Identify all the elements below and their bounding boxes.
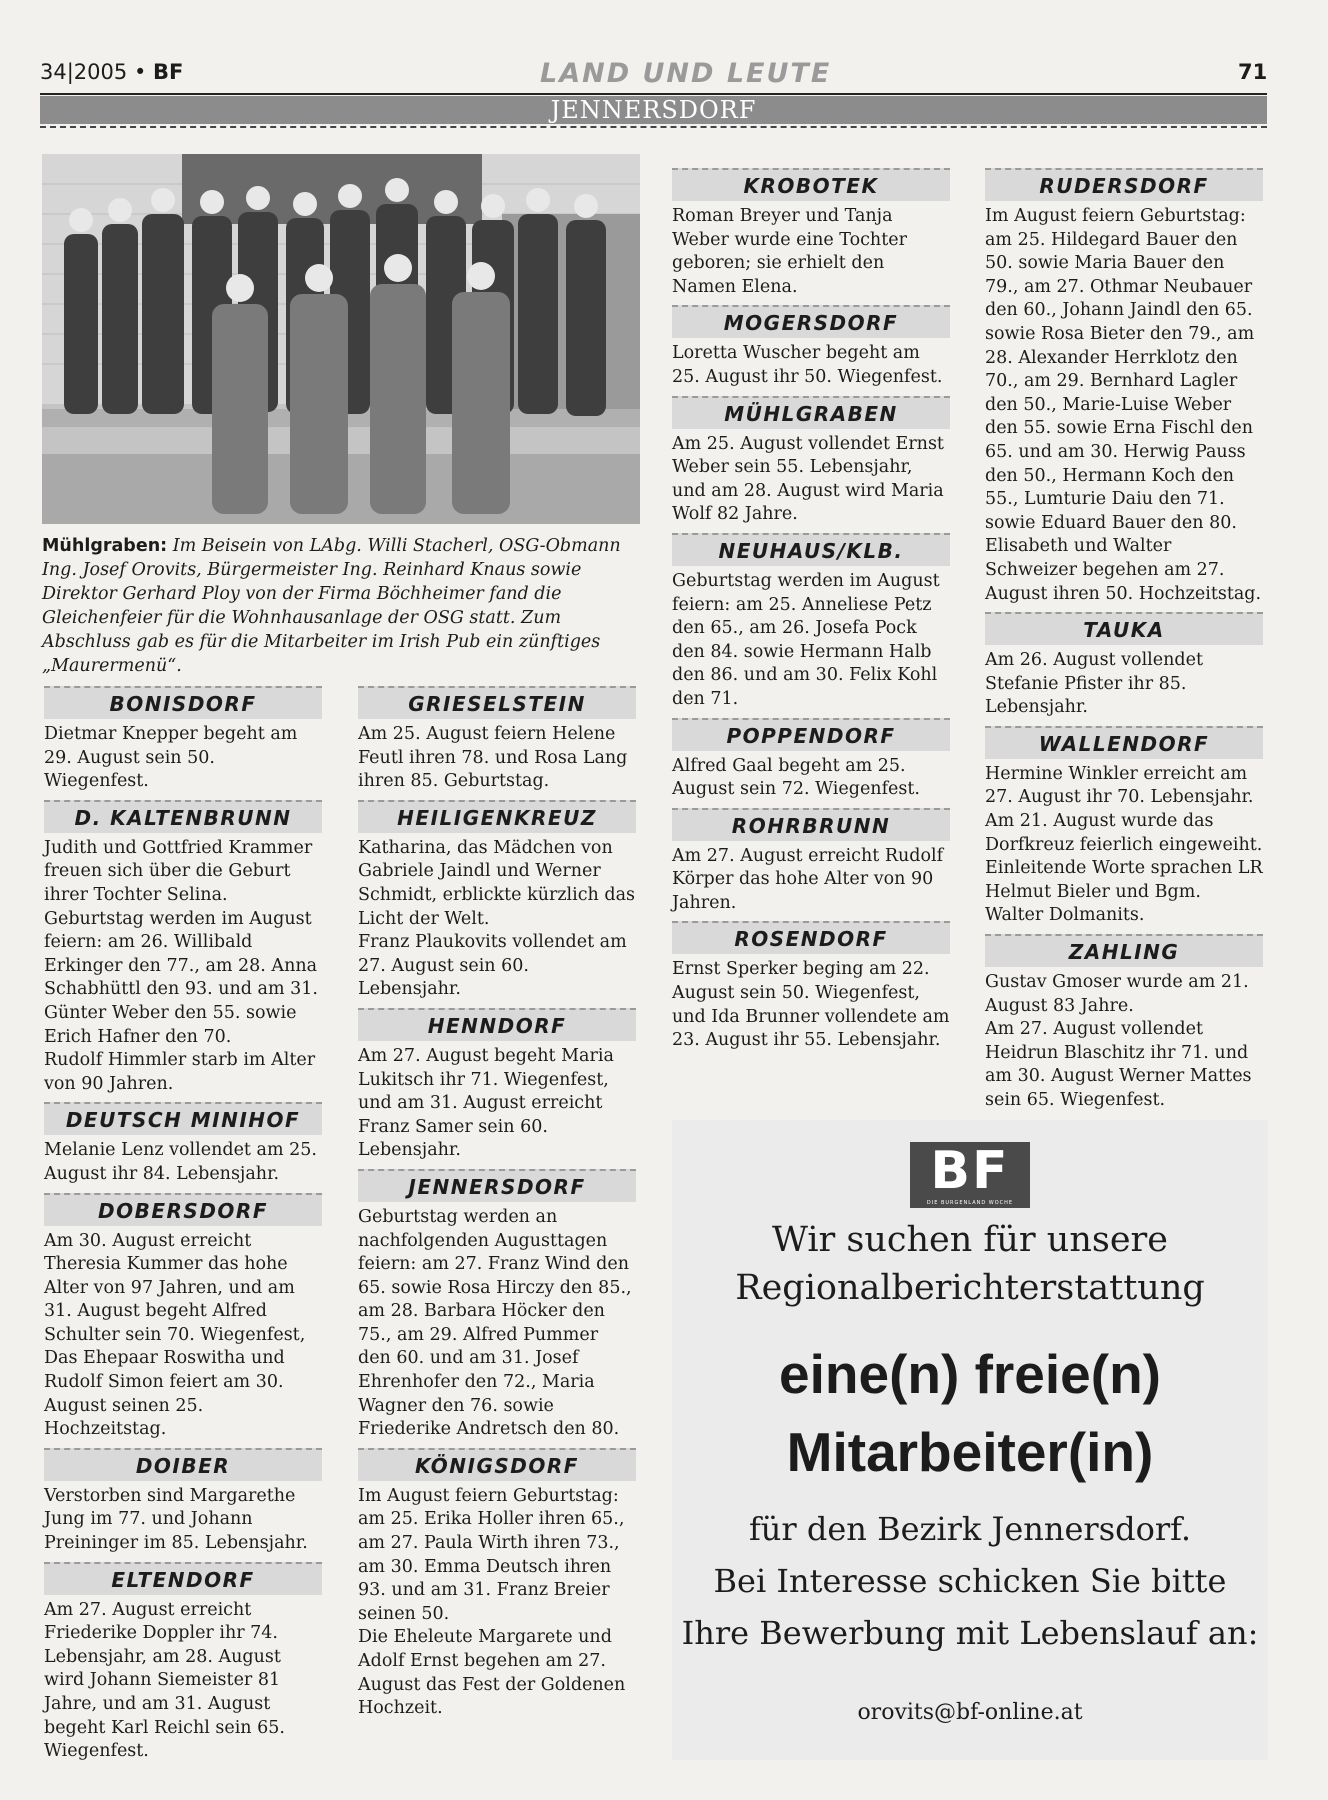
section-text: Das Ehepaar Roswitha und Rudolf Simon feiert am 30. August seinen 25. Hochzeitstag. xyxy=(44,1348,285,1440)
group-photo xyxy=(42,154,640,524)
news-section xyxy=(985,168,1263,606)
section-text: Am 27. August erreicht Rudolf Körper das hohe Alter von 90 Jahren. xyxy=(672,845,944,913)
section-text: Judith und Gottfried Krammer freuen sich über die Geburt ihrer Tochter Selina. xyxy=(44,837,313,905)
news-section xyxy=(44,1102,322,1186)
section-text: Verstorben sind Margarethe Jung im 77. und Johann Preininger im 85. Lebensjahr. xyxy=(44,1485,308,1554)
section-heading: KÖNIGSDORF xyxy=(358,1448,636,1481)
section-heading: ELTENDORF xyxy=(44,1562,322,1595)
section-heading: GRIESELSTEIN xyxy=(358,686,636,719)
ad-email: orovits@bf-online.at xyxy=(857,1700,1083,1725)
news-section xyxy=(985,612,1263,720)
section-divider xyxy=(40,126,1267,128)
column-1 xyxy=(44,686,322,1770)
section-heading: MÜHLGRABEN xyxy=(672,396,950,429)
section-text: Am 25. August feiern Helene Feutl ihren 78. und Rosa Lang ihren 85. Geburtstag. xyxy=(358,724,628,792)
issue-number: 34|2005 xyxy=(40,60,128,84)
news-section xyxy=(672,808,950,916)
section-text: Im August feiern Geburtstag: am 25. Hildegard Bauer den 50. sowie Maria Bauer den 79., am 27. Othmar Neubauer den 60., Johann Jaindl den 65. sowie Rosa Bieter den 79., am 28. Alexander Herrklotz den 70., am 29. Bernhard Lagler den 50., Marie-Luise Weber den 55. sowie Erna Fischl den 65. und am 30. Herwig Pauss den 50., Hermann Koch den 55., Lumturie Daiu den 71. sowie Eduard Bauer den 80. Elisabeth und Walter Schweizer begehen am 27. August ihren 50. Hochzeitstag. xyxy=(985,206,1262,604)
section-text: Am 30. August erreicht Theresia Kummer das hohe Alter von 97 Jahren, und am 31. August begeht Alfred Schulter sein 70. Wiegenfest, xyxy=(44,1230,306,1345)
news-section xyxy=(672,305,950,389)
section-text: Im August feiern Geburtstag: am 25. Erika Holler ihren 65., am 27. Paula Wirth ihren 73., am 30. Emma Deutsch ihren 93. und am 31. Franz Breier seinen 50. xyxy=(358,1485,625,1624)
section-heading: TAUKA xyxy=(985,612,1263,645)
section-heading: WALLENDORF xyxy=(985,726,1263,759)
caption-text: Im Beisein von LAbg. Willi Stacherl, OSG-Obmann Ing. Josef Orovits, Bürgermeister Ing. Reinhard Knaus sowie Direktor Gerhard Ploy von der Firma Böchheimer fand die Gleichenfeier für die Wohnhausanlage der OSG statt. Zum Abschluss gab es für die Mitarbeiter im Irish Pub ein zünftiges „Maurermenü“. xyxy=(42,536,621,676)
section-heading: ROHRBRUNN xyxy=(672,808,950,841)
column-4 xyxy=(985,168,1263,1119)
news-section xyxy=(672,921,950,1052)
ad-line-4: Bei Interesse schicken Sie bitte xyxy=(713,1562,1227,1600)
section-heading: DEUTSCH MINIHOF xyxy=(44,1102,322,1135)
news-section xyxy=(672,168,950,299)
news-section xyxy=(672,718,950,802)
section-heading: ROSENDORF xyxy=(672,921,950,954)
logo-subtitle: DIE BURGENLAND WOCHE xyxy=(926,1200,1014,1206)
ad-line-5: Ihre Bewerbung mit Lebenslauf an: xyxy=(681,1614,1259,1652)
section-text: Geburtstag werden im August feiern: am 26. Willibald Erkinger den 77., am 28. Anna Schabhüttl den 93. und am 31. Günter Weber den 55. sowie Erich Hafner den 70. xyxy=(44,908,318,1047)
section-text: Geburtstag werden im August feiern: am 25. Anneliese Petz den 65., am 26. Josefa Pock den 84. sowie Hermann Halb den 86. und am 30. Felix Kohl den 71. xyxy=(672,570,940,709)
news-section xyxy=(44,1193,322,1442)
section-heading: RUDERSDORF xyxy=(985,168,1263,201)
photo-caption xyxy=(42,534,642,678)
logo-text: BF xyxy=(930,1141,1010,1201)
news-section xyxy=(358,800,636,1002)
section-heading: HENNDORF xyxy=(358,1008,636,1041)
section-text: Franz Plaukovits vollendet am 27. August sein 60. Lebensjahr. xyxy=(358,932,627,1000)
ad-headline-1: eine(n) freie(n) xyxy=(779,1343,1161,1405)
news-section xyxy=(985,726,1263,928)
news-section xyxy=(985,934,1263,1113)
news-section xyxy=(358,686,636,794)
news-section xyxy=(672,396,950,527)
section-text: Melanie Lenz vollendet am 25. August ihr 84. Lebensjahr. xyxy=(44,1140,317,1184)
ad-line-2: Regionalberichterstattung xyxy=(735,1268,1205,1308)
section-text: Die Eheleute Margarete und Adolf Ernst begehen am 27. August das Fest der Goldenen Hochzeit. xyxy=(358,1627,626,1719)
section-text: Geburtstag werden an nachfolgenden Augusttagen feiern: am 27. Franz Wind den 65. sowie Rosa Hirczy den 85., am 28. Barbara Höcker den 75., am 29. Alfred Pummer den 60. und am 31. Josef Ehrenhofer den 72., Maria Wagner den 76. sowie Friederike Andretsch den 80. xyxy=(358,1206,632,1440)
page-number: 71 xyxy=(1238,60,1268,84)
ad-line-3: für den Bezirk Jennersdorf. xyxy=(748,1510,1192,1548)
news-section xyxy=(358,1169,636,1442)
section-text: Alfred Gaal begeht am 25. August sein 72. Wiegenfest. xyxy=(672,755,920,800)
section-heading: POPPENDORF xyxy=(672,718,950,751)
section-heading: HEILIGENKREUZ xyxy=(358,800,636,833)
news-section xyxy=(672,533,950,712)
section-text: Loretta Wuscher begeht am 25. August ihr 50. Wiegenfest. xyxy=(672,343,943,387)
news-section xyxy=(358,1448,636,1721)
news-section xyxy=(358,1008,636,1163)
news-section xyxy=(44,686,322,794)
section-heading: NEUHAUS/KLB. xyxy=(672,533,950,566)
department-title: LAND UND LEUTE xyxy=(540,58,832,89)
section-text: Katharina, das Mädchen von Gabriele Jaindl und Werner Schmidt, erblickte kürzlich das Licht der Welt. xyxy=(358,837,635,929)
section-heading: BONISDORF xyxy=(44,686,322,719)
bullet-separator: • xyxy=(133,60,147,84)
section-heading: DOBERSDORF xyxy=(44,1193,322,1226)
section-heading: ZAHLING xyxy=(985,934,1263,967)
section-heading: DOIBER xyxy=(44,1448,322,1481)
issue-label xyxy=(40,60,183,84)
news-section xyxy=(44,1448,322,1556)
section-text: Ernst Sperker beging am 22. August sein 50. Wiegenfest, und Ida Brunner vollendete am 23. August ihr 55. Lebensjahr. xyxy=(672,959,950,1051)
news-section xyxy=(44,800,322,1097)
job-advertisement xyxy=(672,1120,1268,1760)
section-text: Am 27. August erreicht Friederike Doppler ihr 74. Lebensjahr, am 28. August wird Johann Siemeister 81 Jahre, und am 31. August begeht Karl Reichl sein 65. Wiegenfest. xyxy=(44,1599,285,1762)
section-heading: JENNERSDORF xyxy=(358,1169,636,1202)
group-photo-image xyxy=(42,154,640,524)
section-text: Am 26. August vollendet Stefanie Pfister ihr 85. Lebensjahr. xyxy=(985,650,1203,718)
section-heading: D. KALTENBRUNN xyxy=(44,800,322,833)
bf-logo xyxy=(910,1142,1030,1208)
section-heading: MOGERSDORF xyxy=(672,305,950,338)
section-text: Am 27. August begeht Maria Lukitsch ihr 71. Wiegenfest, und am 31. August erreicht Franz Samer sein 60. Lebensjahr. xyxy=(358,1045,614,1161)
brand-name: BF xyxy=(153,60,184,84)
section-text: Am 27. August vollendet Heidrun Blaschitz ihr 71. und am 30. August Werner Mattes sein 65. Wiegenfest. xyxy=(985,1019,1252,1110)
section-text: Hermine Winkler erreicht am 27. August ihr 70. Lebensjahr. Am 21. August wurde das Dorfkreuz feierlich eingeweiht. Einleitende Worte sprachen LR Helmut Bieler und Bgm. Walter Dolmanits. xyxy=(985,763,1263,926)
section-text: Am 25. August vollendet Ernst Weber sein 55. Lebensjahr, und am 28. August wird Maria Wolf 82 Jahre. xyxy=(672,433,944,525)
section-text: Roman Breyer und Tanja Weber wurde eine Tochter geboren; sie erhielt den Namen Elena. xyxy=(672,206,907,297)
header-rule xyxy=(40,93,1267,95)
column-2 xyxy=(358,686,636,1727)
caption-place: Mühlgraben: xyxy=(42,536,168,556)
section-text: Gustav Gmoser wurde am 21. August 83 Jahre. xyxy=(985,972,1249,1016)
section-heading: KROBOTEK xyxy=(672,168,950,201)
section-text: Rudolf Himmler starb im Alter von 90 Jahren. xyxy=(44,1050,316,1094)
section-text: Dietmar Knepper begeht am 29. August sein 50. Wiegenfest. xyxy=(44,724,298,792)
column-3 xyxy=(672,168,950,1059)
news-section xyxy=(44,1562,322,1764)
section-title: JENNERSDORF xyxy=(40,96,1267,124)
ad-headline-2: Mitarbeiter(in) xyxy=(786,1421,1154,1483)
ad-line-1: Wir suchen für unsere xyxy=(772,1220,1168,1260)
